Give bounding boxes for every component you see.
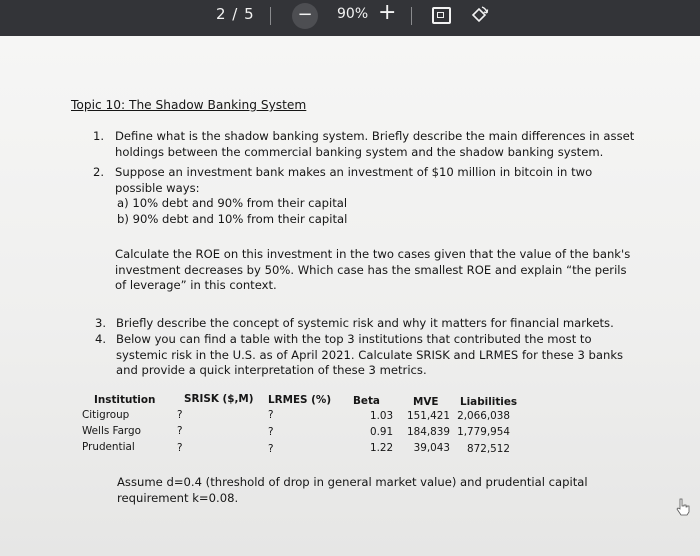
cell-lrmes: ? — [268, 409, 274, 421]
cell-liabilities: 872,512 — [467, 443, 510, 455]
question-2 — [115, 165, 592, 227]
item-number: 2. — [93, 165, 105, 179]
question-line: systemic risk in the U.S. as of April 2021. Calculate SRISK and LRMES for these 3 banks — [116, 347, 624, 362]
cell-institution: Prudential — [82, 441, 135, 453]
paragraph-line: Calculate the ROE on this investment in the two cases given that the value of the bank's — [115, 247, 631, 261]
header-lrmes: LRMES (%) — [268, 394, 332, 406]
question-line: holdings between the commercial banking system and the shadow banking system. — [115, 144, 604, 159]
cell-mve: 151,421 — [407, 410, 450, 422]
header-liabilities: Liabilities — [460, 396, 518, 408]
question-3 — [116, 316, 614, 332]
cell-srisk: ? — [177, 425, 183, 437]
item-number: 1. — [93, 129, 105, 143]
subitem-a: a) 10% debt and 90% from their capital — [117, 196, 348, 210]
toolbar-divider — [411, 7, 412, 25]
question-line: Define what is the shadow banking system. Briefly describe the main differences in asset — [115, 129, 635, 143]
zoom-in-button[interactable]: + — [378, 0, 397, 25]
question-line: possible ways: — [115, 180, 200, 195]
question-1 — [115, 129, 634, 160]
cell-beta: 0.91 — [370, 426, 394, 438]
cell-beta: 1.03 — [370, 410, 394, 422]
question-line: Below you can find a table with the top 3 institutions that contributed the most to — [116, 332, 592, 346]
cell-institution: Citigroup — [82, 409, 130, 421]
cell-lrmes: ? — [268, 443, 274, 455]
header-mve: MVE — [413, 396, 439, 408]
page-indicator: 2 / 5 — [216, 5, 255, 23]
paragraph-line: investment decreases by 50%. Which case has the smallest ROE and explain “the perils — [115, 262, 627, 277]
zoom-level-display: 90% — [337, 6, 369, 22]
question-2-paragraph — [115, 247, 630, 294]
header-srisk: SRISK ($,M) — [184, 393, 254, 405]
rotate-icon[interactable] — [468, 4, 490, 26]
cell-lrmes: ? — [268, 426, 274, 438]
topic-title: Topic 10: The Shadow Banking System — [71, 98, 307, 112]
cell-liabilities: 1,779,954 — [457, 426, 510, 438]
fit-page-icon[interactable] — [432, 7, 451, 24]
question-line: Suppose an investment bank makes an investment of $10 million in bitcoin in two — [115, 165, 593, 179]
zoom-out-button[interactable]: − — [292, 3, 318, 29]
cell-liabilities: 2,066,038 — [457, 410, 510, 422]
header-beta: Beta — [353, 395, 380, 407]
cell-institution: Wells Fargo — [82, 425, 141, 437]
document-page — [0, 36, 700, 556]
cell-srisk: ? — [177, 442, 183, 454]
subitem-b: b) 90% debt and 10% from their capital — [117, 211, 348, 226]
pointer-cursor-icon — [676, 498, 690, 516]
header-institution: Institution — [94, 394, 156, 406]
item-number: 4. — [95, 332, 107, 346]
item-number: 3. — [95, 316, 107, 330]
assumption-line: Assume d=0.4 (threshold of drop in general market value) and prudential capital — [117, 475, 588, 489]
cell-srisk: ? — [177, 409, 183, 421]
cell-mve: 184,839 — [407, 426, 450, 438]
toolbar-divider — [270, 7, 271, 25]
cell-mve: 39,043 — [413, 442, 450, 454]
cell-beta: 1.22 — [370, 442, 394, 454]
assumption-note — [117, 475, 588, 506]
pdf-toolbar — [0, 0, 700, 36]
question-line: Briefly describe the concept of systemic risk and why it matters for financial markets. — [116, 316, 614, 330]
paragraph-line: of leverage” in this context. — [115, 278, 277, 292]
question-4 — [116, 332, 623, 379]
assumption-line: requirement k=0.08. — [117, 490, 239, 505]
question-line: and provide a quick interpretation of these 3 metrics. — [116, 363, 427, 377]
